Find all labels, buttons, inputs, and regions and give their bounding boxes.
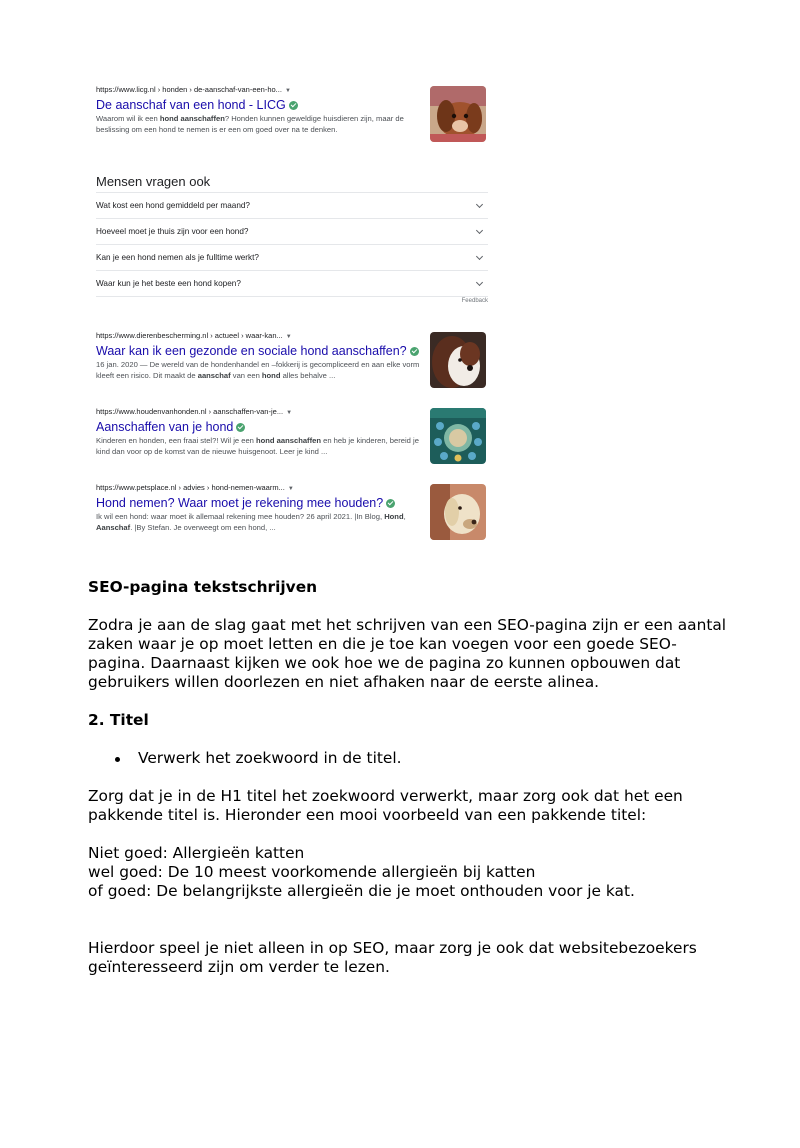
result-snippet: 16 jan. 2020 — De wereld van de hondenhandel en –fokkerij is gecompliceerd en aan elke vorm kleeft een risico. Dit maakt de aanschaf van een hond alles behalve ... <box>96 360 420 380</box>
result-thumbnail-infographic-image[interactable] <box>430 408 486 464</box>
paragraph: Zodra je aan de slag gaat met het schrijven van een SEO-pagina zijn er een aantal zaken waar je op moet letten en die je toe kan voegen voor een goede SEO-pagina. Daarnaast kijken we ook hoe we de pagina zo kunnen opbouwen dat gebruikers willen doorlezen en niet afhaken naar de eerste alinea. <box>88 616 727 691</box>
paragraph: Hierdoor speel je niet alleen in op SEO, maar zorg je ook dat websitebezoekers geïnteresseerd zijn om verder te lezen. <box>88 939 697 976</box>
verified-check-icon <box>386 499 395 508</box>
search-result <box>96 406 488 482</box>
verified-check-icon <box>289 101 298 110</box>
result-thumbnail-dog-image[interactable] <box>430 484 486 540</box>
example-line: wel goed: De 10 meest voorkomende allergieën bij katten <box>88 863 536 881</box>
result-url[interactable]: https://www.petsplace.nl › advies › hond-nemen-waarm... ▼ <box>96 483 294 492</box>
divider <box>96 296 488 297</box>
verified-check-icon <box>236 423 245 432</box>
chevron-down-icon[interactable] <box>476 226 483 233</box>
question-row[interactable]: Waar kun je het beste een hond kopen? <box>96 270 488 296</box>
chevron-down-icon[interactable]: ▼ <box>285 334 292 340</box>
people-also-ask-title: Mensen vragen ook <box>96 174 211 189</box>
chevron-down-icon[interactable]: ▼ <box>286 410 293 416</box>
question-row[interactable]: Kan je een hond nemen als je fulltime werkt? <box>96 244 488 270</box>
search-result <box>96 482 488 558</box>
verified-check-icon <box>410 347 419 356</box>
result-url[interactable]: https://www.houdenvanhonden.nl › aanschaffen-van-je... ▼ <box>96 407 293 416</box>
example-line: Niet goed: Allergieën katten <box>88 844 305 862</box>
result-title-link[interactable]: Waar kan ik een gezonde en sociale hond aanschaffen? <box>96 343 422 359</box>
search-result <box>96 84 488 144</box>
chevron-down-icon[interactable] <box>476 200 483 207</box>
result-snippet: Kinderen en honden, een fraai stel?! Wil je een hond aanschaffen en heb je kinderen, bereid je kind dan voor op de komst van de nieuwe huisgenoot. Leer je kind ... <box>96 436 419 456</box>
document-body <box>88 578 728 977</box>
search-result <box>96 330 488 406</box>
question-row[interactable]: Hoeveel moet je thuis zijn voor een hond? <box>96 218 488 244</box>
result-title-link[interactable]: Hond nemen? Waar moet je rekening mee houden? <box>96 495 422 511</box>
result-snippet: Waarom wil ik een hond aanschaffen? Honden kunnen geweldige huisdieren zijn, maar de beslissing om een hond te nemen is er een om goed over na te denken. <box>96 114 404 134</box>
result-url[interactable]: https://www.licg.nl › honden › de-aanschaf-van-een-ho... ▼ <box>96 85 291 94</box>
example-line: of goed: De belangrijkste allergieën die je moet onthouden voor je kat. <box>88 882 635 900</box>
feedback-link[interactable]: Feedback <box>461 298 488 304</box>
result-url[interactable]: https://www.dierenbescherming.nl › actueel › waar-kan... ▼ <box>96 331 292 340</box>
people-also-ask <box>96 172 488 304</box>
section-heading: SEO-pagina tekstschrijven <box>88 578 318 596</box>
chevron-down-icon[interactable] <box>476 278 483 285</box>
chevron-down-icon[interactable] <box>476 252 483 259</box>
bullet-dot <box>115 757 120 762</box>
result-thumbnail-dog-image[interactable] <box>430 332 486 388</box>
section-heading: 2. Titel <box>88 711 149 729</box>
chevron-down-icon[interactable]: ▼ <box>284 88 291 94</box>
result-snippet: Ik wil een hond: waar moet ik allemaal rekening mee houden? 26 april 2021. |In Blog, Hond, Aanschaf. |By Stefan. Je overweegt om een hond, ... <box>96 512 406 532</box>
bullet-item: Verwerk het zoekwoord in de titel. <box>88 749 728 768</box>
result-thumbnail-dog-image[interactable] <box>430 86 486 142</box>
result-title-link[interactable]: De aanschaf van een hond - LICG <box>96 97 422 113</box>
search-results-screenshot <box>96 84 488 558</box>
chevron-down-icon[interactable]: ▼ <box>287 486 294 492</box>
paragraph: Zorg dat je in de H1 titel het zoekwoord verwerkt, maar zorg ook dat het een pakkende titel is. Hieronder een mooi voorbeeld van een pakkende titel: <box>88 787 683 824</box>
result-title-link[interactable]: Aanschaffen van je hond <box>96 419 422 435</box>
question-row[interactable]: Wat kost een hond gemiddeld per maand? <box>96 192 488 218</box>
